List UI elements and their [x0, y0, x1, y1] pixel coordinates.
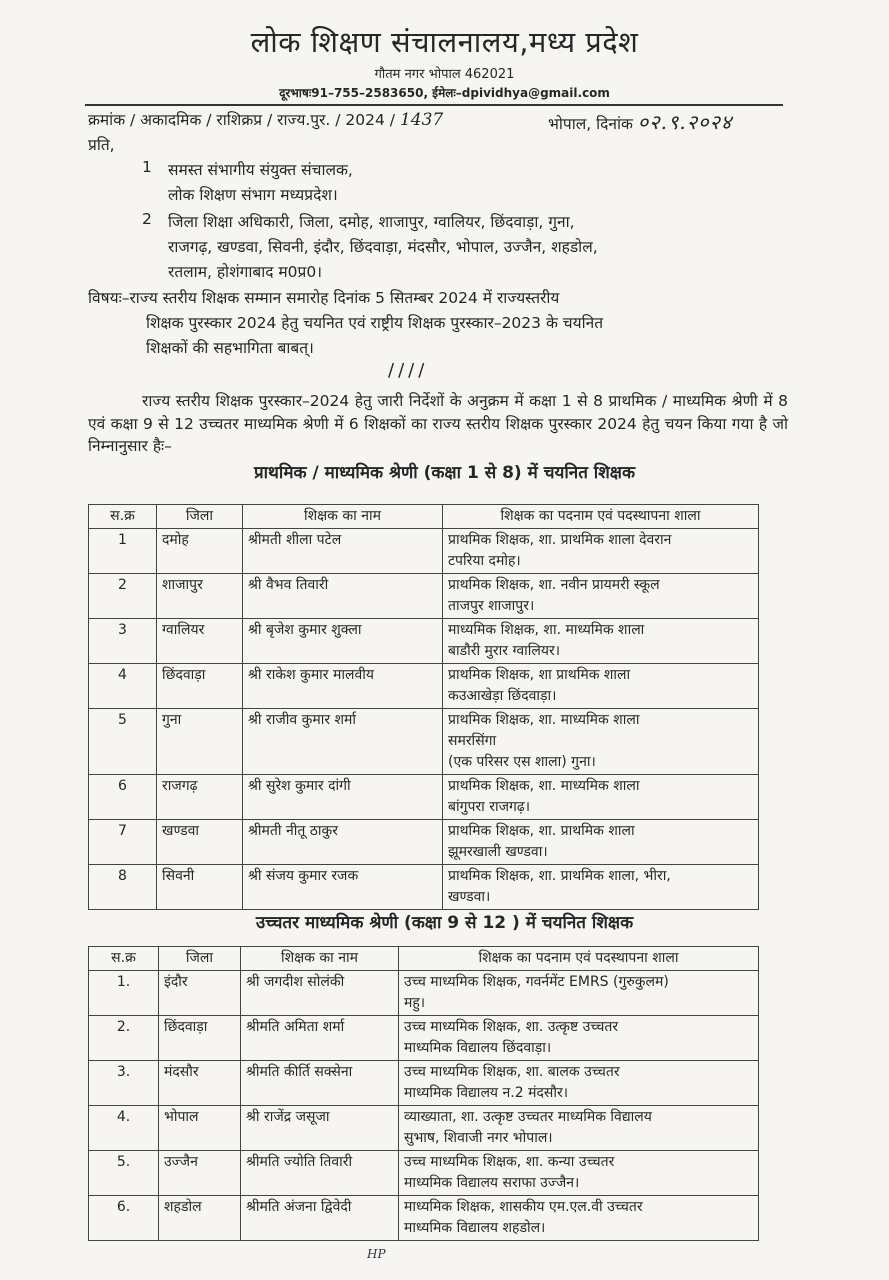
designation-cell: [399, 1061, 759, 1106]
table-row: [89, 574, 759, 619]
district-cell: भोपाल: [159, 1106, 241, 1151]
teacher-name-cell: श्री राकेश कुमार मालवीय: [243, 664, 443, 709]
teacher-name-cell: श्री राजीव कुमार शर्मा: [243, 709, 443, 775]
to-label: प्रति,: [88, 136, 115, 154]
designation-line: प्राथमिक शिक्षक, शा. नवीन प्रायमरी स्कूल: [448, 577, 660, 593]
recipient-2-line-3: रतलाम, होशंगाबाद म0प्र0।: [168, 263, 323, 281]
column-header: जिला: [157, 505, 243, 529]
teacher-name-cell: श्रीमति कीर्ति सक्सेना: [241, 1061, 399, 1106]
teacher-name-cell: श्री वैभव तिवारी: [243, 574, 443, 619]
serial-number-cell: 7: [89, 820, 157, 865]
table-row: [89, 1151, 759, 1196]
primary-teachers-table: [88, 504, 759, 910]
handwritten-date: ०२.९.२०२४: [637, 110, 733, 134]
table-row: [89, 1016, 759, 1061]
designation-line: प्राथमिक शिक्षक, शा. प्राथमिक शाला देवरान: [448, 532, 672, 548]
reference-number: 1437: [399, 110, 444, 130]
table-row: [89, 775, 759, 820]
designation-line: माध्यमिक विद्यालय सराफा उज्जैन।: [404, 1175, 580, 1191]
designation-line: माध्यमिक शिक्षक, शा. माध्यमिक शाला: [448, 622, 645, 638]
district-cell: राजगढ़: [157, 775, 243, 820]
recipient-2-line-1: जिला शिक्षा अधिकारी, जिला, दमोह, शाजापुर, ग्वालियर, छिंदवाड़ा, गुना,: [168, 213, 575, 231]
reference-prefix: क्रमांक / अकादमिक / राशिक्रप्र / राज्य.पुर. / 2024 /: [88, 111, 396, 129]
serial-number-cell: 8: [89, 865, 157, 910]
designation-cell: [399, 1016, 759, 1061]
serial-number-cell: 3.: [89, 1061, 159, 1106]
teacher-name-cell: श्रीमति ज्योति तिवारी: [241, 1151, 399, 1196]
recipient-2-line-2: राजगढ़, खण्डवा, सिवनी, इंदौर, छिंदवाड़ा, मंदसौर, भोपाल, उज्जैन, शहडोल,: [168, 238, 598, 256]
higher-secondary-teachers-table: [88, 946, 759, 1241]
designation-line: माध्यमिक शिक्षक, शासकीय एम.एल.वी उच्चतर: [404, 1199, 643, 1215]
serial-number-cell: 2: [89, 574, 157, 619]
designation-line: प्राथमिक शिक्षक, शा. माध्यमिक शाला: [448, 712, 640, 728]
subject-label: विषयः–: [88, 289, 130, 307]
table-row: [89, 1061, 759, 1106]
subject-line-2: शिक्षक पुरस्कार 2024 हेतु चयनित एवं राष्ट्रीय शिक्षक पुरस्कार–2023 के चयनित: [146, 314, 604, 332]
serial-number-cell: 6.: [89, 1196, 159, 1241]
column-header: स.क्र: [89, 505, 157, 529]
designation-line: बाडौरी मुरार ग्वालियर।: [448, 643, 561, 659]
serial-number-cell: 6: [89, 775, 157, 820]
serial-number-cell: 3: [89, 619, 157, 664]
table-row: [89, 619, 759, 664]
designation-line: प्राथमिक शिक्षक, शा. प्राथमिक शाला, भीरा,: [448, 868, 671, 884]
designation-line: माध्यमिक विद्यालय छिंदवाड़ा।: [404, 1040, 552, 1056]
district-cell: खण्डवा: [157, 820, 243, 865]
designation-line: बांगुपरा राजगढ़।: [448, 799, 531, 815]
place-date: [548, 108, 732, 135]
designation-cell: [443, 619, 759, 664]
subject-line-1: राज्य स्तरीय शिक्षक सम्मान समारोह दिनांक 5 सितम्बर 2024 में राज्यस्तरीय: [129, 289, 560, 307]
table-row: [89, 1106, 759, 1151]
designation-line: ताजपुर शाजापुर।: [448, 598, 535, 614]
district-cell: ग्वालियर: [157, 619, 243, 664]
table1-heading: प्राथमिक / माध्यमिक श्रेणी (कक्षा 1 से 8) में चयनित शिक्षक: [253, 463, 636, 483]
designation-line: उच्च माध्यमिक शिक्षक, शा. बालक उच्चतर: [404, 1064, 620, 1080]
reference-line: [88, 108, 443, 130]
designation-line: कउआखेड़ा छिंदवाड़ा।: [448, 688, 557, 704]
column-header: शिक्षक का नाम: [241, 947, 399, 971]
designation-line: झूमरखाली खण्डवा।: [448, 844, 548, 860]
org-address: गौतम नगर भोपाल 462021: [374, 67, 515, 82]
designation-cell: [399, 971, 759, 1016]
designation-line: उच्च माध्यमिक शिक्षक, शा. कन्या उच्चतर: [404, 1154, 615, 1170]
footer-initials: HP: [367, 1247, 386, 1261]
designation-line: प्राथमिक शिक्षक, शा. माध्यमिक शाला: [448, 778, 640, 794]
designation-line: खण्डवा।: [448, 889, 491, 905]
district-cell: उज्जैन: [159, 1151, 241, 1196]
recipient-1-number: 1: [142, 158, 152, 176]
designation-line: महु।: [404, 995, 426, 1011]
table-header-row: [89, 947, 759, 971]
designation-line: प्राथमिक शिक्षक, शा. प्राथमिक शाला: [448, 823, 635, 839]
org-contact: दूरभाषः91–755–2583650, ईमेलः–dpividhya@gmail.com: [279, 86, 610, 100]
table-row: [89, 664, 759, 709]
column-header: शिक्षक का नाम: [243, 505, 443, 529]
teacher-name-cell: श्रीमति अमिता शर्मा: [241, 1016, 399, 1061]
designation-line: उच्च माध्यमिक शिक्षक, गवर्नमेंट EMRS (गुरुकुलम): [404, 974, 669, 990]
table-row: [89, 1196, 759, 1241]
teacher-name-cell: श्रीमति अंजना द्विवेदी: [241, 1196, 399, 1241]
designation-cell: [443, 529, 759, 574]
district-cell: सिवनी: [157, 865, 243, 910]
table-row: [89, 820, 759, 865]
designation-line: टपरिया दमोह।: [448, 553, 521, 569]
designation-line: समरसिंगा: [448, 733, 497, 749]
serial-number-cell: 1: [89, 529, 157, 574]
designation-cell: [399, 1106, 759, 1151]
designation-cell: [443, 664, 759, 709]
column-header: स.क्र: [89, 947, 159, 971]
column-header: शिक्षक का पदनाम एवं पदस्थापना शाला: [443, 505, 759, 529]
designation-line: माध्यमिक विद्यालय न.2 मंदसौर।: [404, 1085, 569, 1101]
subject-block: [88, 286, 788, 361]
designation-cell: [399, 1151, 759, 1196]
column-header: जिला: [159, 947, 241, 971]
serial-number-cell: 4.: [89, 1106, 159, 1151]
serial-number-cell: 1.: [89, 971, 159, 1016]
designation-cell: [443, 865, 759, 910]
designation-cell: [399, 1196, 759, 1241]
table-row: [89, 971, 759, 1016]
district-cell: इंदौर: [159, 971, 241, 1016]
designation-line: (एक परिसर एस शाला) गुना।: [448, 754, 596, 770]
designation-cell: [443, 709, 759, 775]
designation-line: सुभाष, शिवाजी नगर भोपाल।: [404, 1130, 553, 1146]
serial-number-cell: 5: [89, 709, 157, 775]
table-row: [89, 865, 759, 910]
recipient-2-number: 2: [142, 210, 152, 228]
designation-line: व्याख्याता, शा. उत्कृष्ट उच्चतर माध्यमिक विद्यालय: [404, 1109, 652, 1125]
teacher-name-cell: श्री सुरेश कुमार दांगी: [243, 775, 443, 820]
teacher-name-cell: श्री बृजेश कुमार शुक्ला: [243, 619, 443, 664]
separator-marks: ////: [388, 360, 429, 381]
designation-cell: [443, 820, 759, 865]
recipient-1-line-1: समस्त संभागीय संयुक्त संचालक,: [168, 161, 353, 179]
body-paragraph: राज्य स्तरीय शिक्षक पुरस्कार–2024 हेतु जारी निर्देशों के अनुक्रम में कक्षा 1 से 8 प्राथमिक / माध्यमिक श्रेणी में 8 एवं कक्षा 9 से 12 उच्चतर माध्यमिक श्रेणी में 6 शिक्षकों का राज्य स्तरीय शिक्षक पुरस्कार 2024 हेतु चयन किया गया है जो निम्नानुसार हैः–: [88, 392, 788, 455]
district-cell: छिंदवाड़ा: [159, 1016, 241, 1061]
district-cell: शाजापुर: [157, 574, 243, 619]
designation-line: उच्च माध्यमिक शिक्षक, शा. उत्कृष्ट उच्चतर: [404, 1019, 619, 1035]
designation-cell: [443, 775, 759, 820]
district-cell: छिंदवाड़ा: [157, 664, 243, 709]
header-divider: [85, 104, 783, 106]
serial-number-cell: 4: [89, 664, 157, 709]
designation-cell: [443, 574, 759, 619]
serial-number-cell: 2.: [89, 1016, 159, 1061]
teacher-name-cell: श्री संजय कुमार रजक: [243, 865, 443, 910]
teacher-name-cell: श्री राजेंद्र जसूजा: [241, 1106, 399, 1151]
table-header-row: [89, 505, 759, 529]
designation-line: प्राथमिक शिक्षक, शा प्राथमिक शाला: [448, 667, 631, 683]
district-cell: मंदसौर: [159, 1061, 241, 1106]
serial-number-cell: 5.: [89, 1151, 159, 1196]
teacher-name-cell: श्री जगदीश सोलंकी: [241, 971, 399, 1016]
district-cell: शहडोल: [159, 1196, 241, 1241]
district-cell: दमोह: [157, 529, 243, 574]
table-row: [89, 529, 759, 574]
subject-line-3: शिक्षकों की सहभागिता बाबत्।: [146, 339, 314, 357]
table2-heading: उच्चतर माध्यमिक श्रेणी (कक्षा 9 से 12 ) में चयनित शिक्षक: [255, 913, 634, 933]
org-title: लोक शिक्षण संचालनालय,मध्य प्रदेश: [250, 25, 639, 59]
teacher-name-cell: श्रीमती शीला पटेल: [243, 529, 443, 574]
designation-line: माध्यमिक विद्यालय शहडोल।: [404, 1220, 546, 1236]
recipient-1-line-2: लोक शिक्षण संभाग मध्यप्रदेश।: [168, 186, 338, 204]
teacher-name-cell: श्रीमती नीतू ठाकुर: [243, 820, 443, 865]
district-cell: गुना: [157, 709, 243, 775]
column-header: शिक्षक का पदनाम एवं पदस्थापना शाला: [399, 947, 759, 971]
place-date-label: भोपाल, दिनांक: [548, 115, 633, 133]
table-row: [89, 709, 759, 775]
